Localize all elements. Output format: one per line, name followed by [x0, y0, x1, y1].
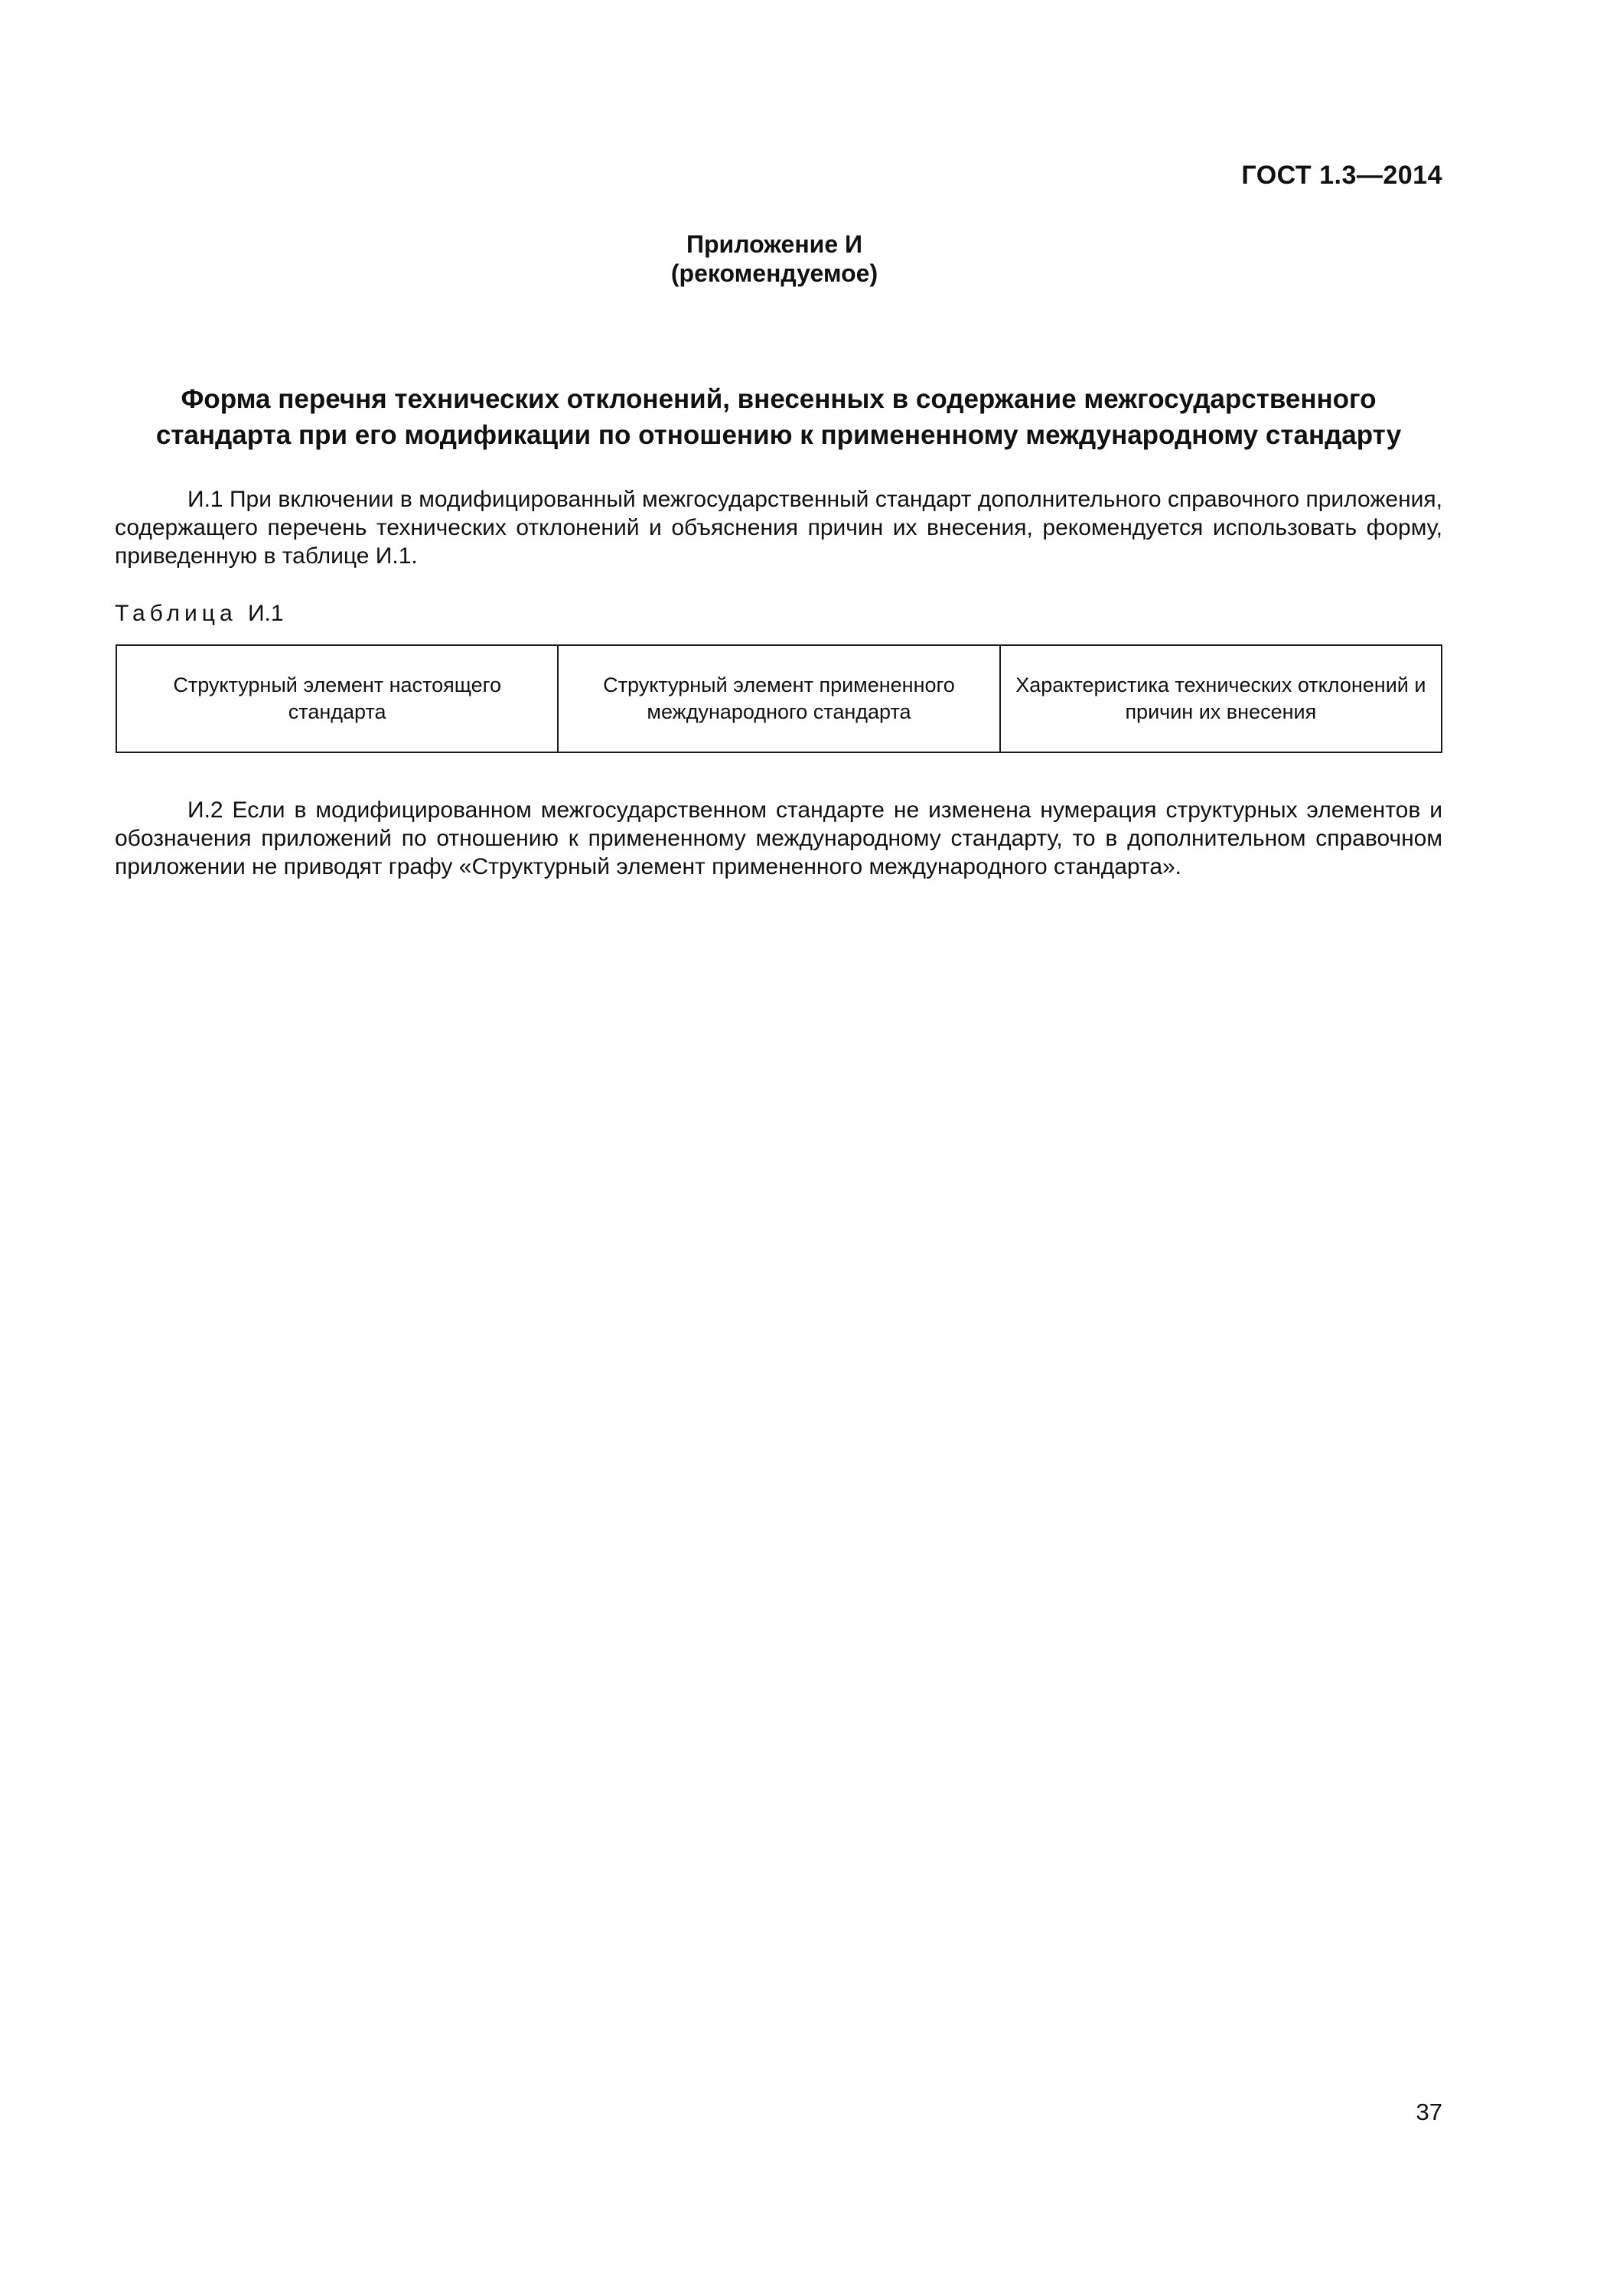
table-caption [115, 601, 284, 627]
deviations-form-table [116, 644, 1442, 753]
table-caption-word: Таблица [115, 601, 237, 626]
paragraph-i2: И.2 Если в модифицированном межгосударственном стандарте не изменена нумерация структурных элементов и обозначения приложений по отношению к примененному международному стандарту, то в дополнительном справочном приложении не приводят графу «Структурный элемент примененного международного стандарта». [115, 797, 1442, 879]
table-caption-number: И.1 [247, 601, 284, 626]
page-number: 37 [1416, 2099, 1442, 2125]
appendix-heading [0, 230, 1549, 288]
document-code: ГОСТ 1.3—2014 [1241, 161, 1442, 190]
section-title-line-2: стандарта при его модификации по отношению к примененному международному стандарту [155, 420, 1402, 450]
table-header-cell-deviation-characteristics: Характеристика технических отклонений и причин их внесения [1000, 645, 1442, 752]
section-title [115, 381, 1442, 453]
table-header-cell-structural-element-this-standard: Структурный элемент настоящего стандарта [116, 645, 558, 752]
section-title-line-1: Форма перечня технических отклонений, внесенных в содержание межгосударственного [181, 384, 1377, 414]
appendix-status: (рекомендуемое) [670, 259, 878, 287]
table-header-row [116, 645, 1442, 752]
appendix-label: Приложение И [686, 230, 862, 258]
table-header-cell-structural-element-international-standard: Структурный элемент примененного международного стандарта [558, 645, 999, 752]
paragraph-i1: И.1 При включении в модифицированный межгосударственный стандарт дополнительного справочного приложения, содержащего перечень технических отклонений и объяснения причин их внесения, рекомендуется использовать форму, приведенную в таблице И.1. [115, 487, 1442, 569]
